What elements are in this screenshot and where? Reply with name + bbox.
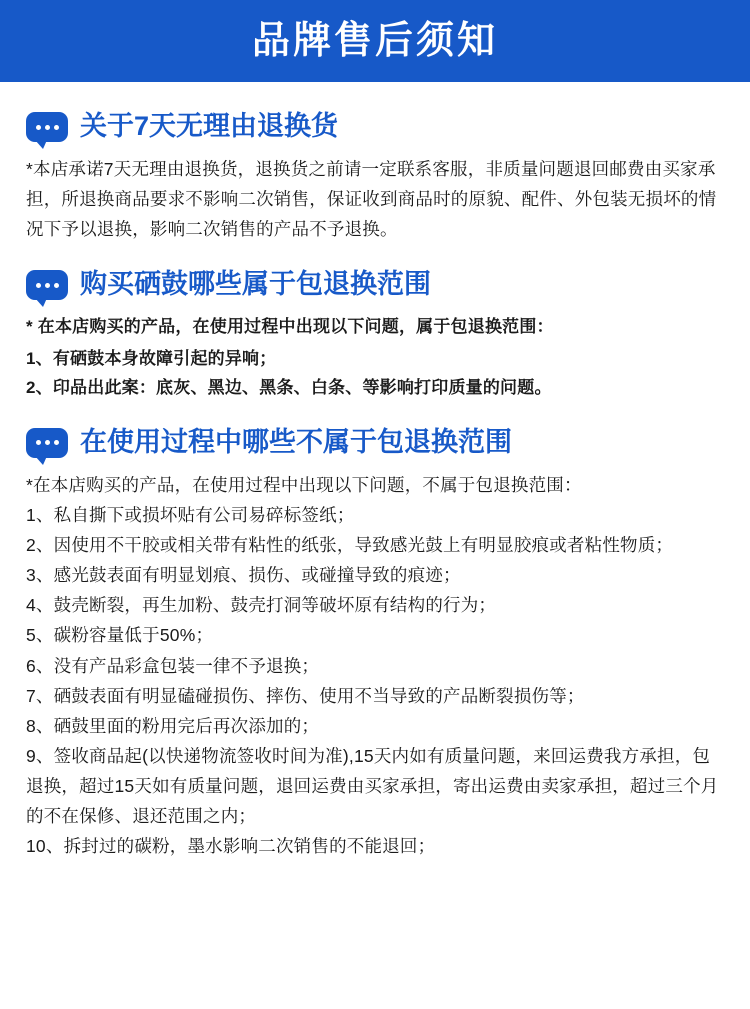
list-item: 4、鼓壳断裂，再生加粉、鼓壳打洞等破坏原有结构的行为； (26, 595, 497, 616)
content-area (0, 112, 750, 861)
section-header (26, 112, 724, 142)
list-item: 8、硒鼓里面的粉用完后再次添加的； (26, 715, 320, 736)
list-item: 3、感光鼓表面有明显划痕、损伤、或碰撞导致的痕迹； (26, 565, 461, 586)
section-title: 关于7天无理由退换货 (80, 111, 339, 142)
page-header-banner (0, 0, 750, 82)
list-item: 1、私自撕下或损坏贴有公司易碎标签纸； (26, 505, 355, 526)
list-item: 1、有硒鼓本身故障引起的异响； (26, 348, 277, 368)
section-paragraph: *本店承诺7天无理由退换货，退换货之前请一定联系客服，非质量问题退回邮费由买家承担，所退换商品要求不影响二次销售，保证收到商品时的原貌、配件、外包装无损坏的情况下予以退换，影响二次销售的产品不予退换。 (26, 159, 717, 240)
section-covered-scope (26, 270, 724, 402)
section-list (26, 500, 724, 861)
page-title: 品牌售后须知 (251, 20, 498, 62)
section-title: 在使用过程中哪些不属于包退换范围 (80, 427, 512, 458)
list-item: 10、拆封过的碳粉，墨水影响二次销售的不能退回； (26, 836, 436, 857)
bubble-dots (36, 125, 59, 130)
speech-bubble-icon (26, 112, 68, 142)
section-header (26, 270, 724, 300)
section-paragraph: *在本店购买的产品，在使用过程中出现以下问题，不属于包退换范围： (26, 474, 582, 495)
speech-bubble-icon (26, 428, 68, 458)
list-item: 7、硒鼓表面有明显磕碰损伤、摔伤、使用不当导致的产品断裂损伤等； (26, 685, 585, 706)
section-title: 购买硒鼓哪些属于包退换范围 (80, 269, 431, 300)
bubble-dots (36, 440, 59, 445)
section-paragraph: * 在本店购买的产品，在使用过程中出现以下问题，属于包退换范围： (26, 317, 554, 337)
list-item: 2、因使用不干胶或相关带有粘性的纸张，导致感光鼓上有明显胶痕或者粘性物质； (26, 535, 674, 556)
list-item: 5、碳粉容量低于50%； (26, 625, 214, 646)
list-item: 2、印品出此案：底灰、黑边、黑条、白条、等影响打印质量的问题。 (26, 377, 552, 397)
section-list (26, 344, 724, 402)
section-header (26, 428, 724, 458)
list-item: 6、没有产品彩盒包装一律不予退换； (26, 655, 320, 676)
list-item: 9、签收商品起(以快递物流签收时间为准),15天内如有质量问题，来回运费我方承担，包退换，超过15天如有质量问题，退回运费由买家承担，寄出运费由卖家承担，超过三个月的不在保修、退还范围之内； (26, 745, 719, 827)
section-return-policy (26, 112, 724, 244)
section-excluded-scope (26, 428, 724, 861)
bubble-dots (36, 283, 59, 288)
speech-bubble-icon (26, 270, 68, 300)
